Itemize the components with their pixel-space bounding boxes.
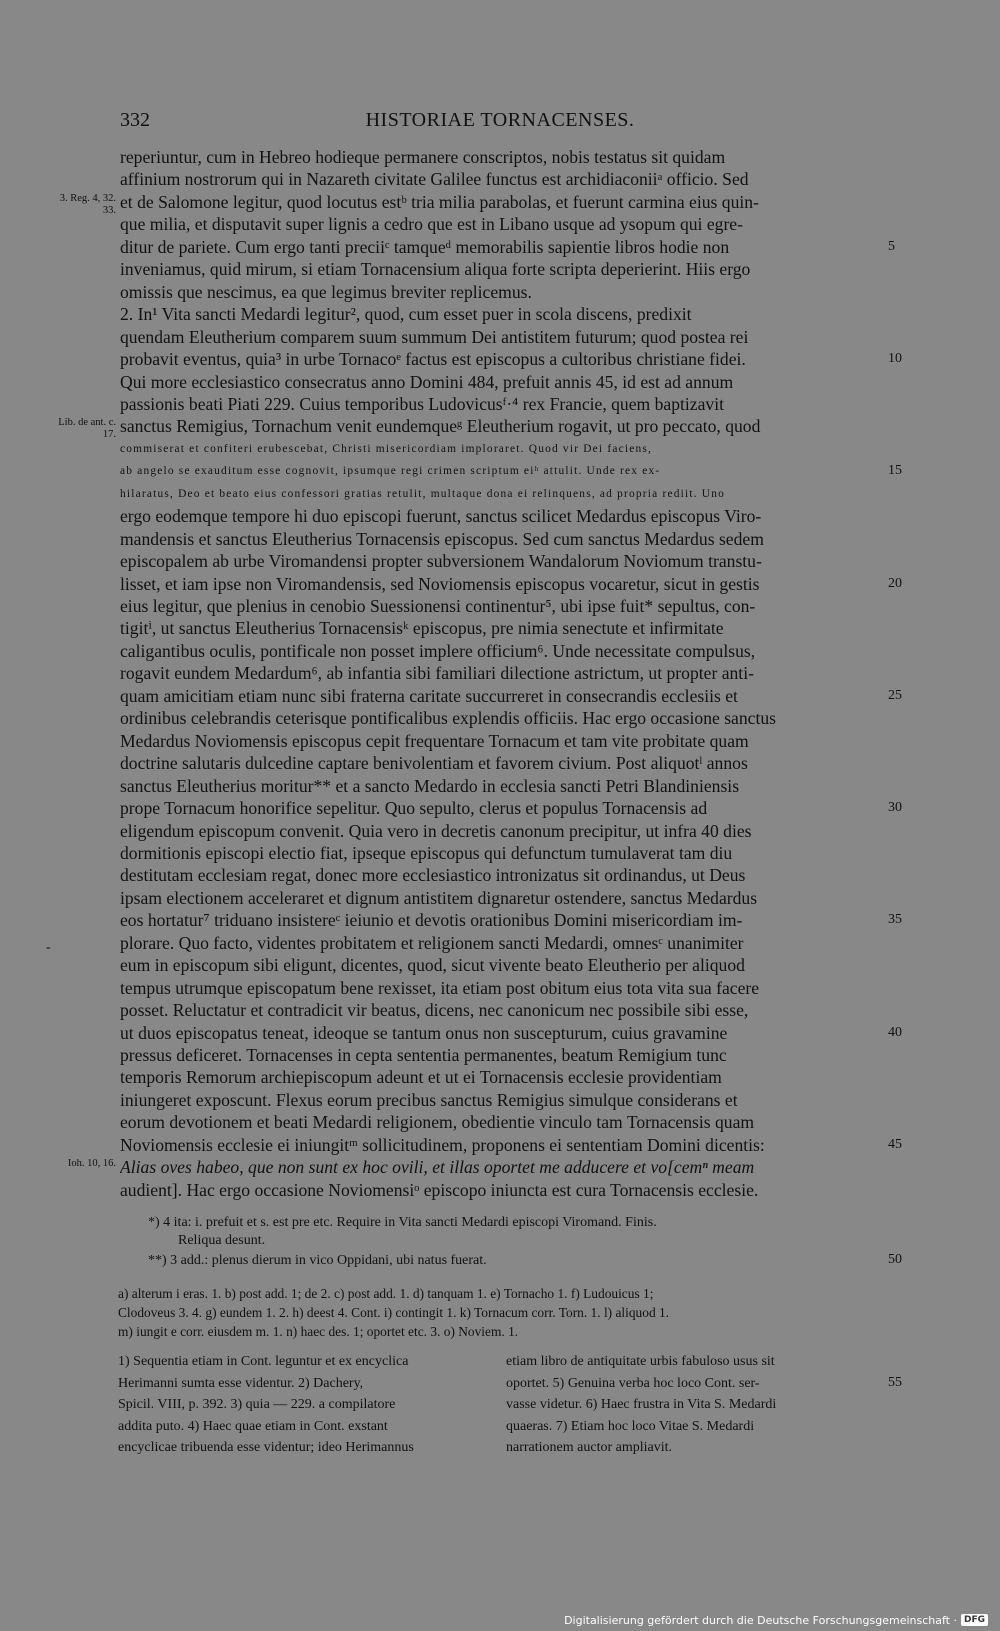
running-title: HISTORIAE TORNACENSES.: [365, 109, 635, 131]
text-line: doctrine salutaris dulcedine captare benivolentiam et favorem civium. Post aliquotˡ annos: [120, 753, 748, 773]
margin-ref: Lib. de ant. c. 17.: [58, 417, 116, 440]
text-line: episcopalem ab urbe Viromandensi propter subversionem Wandalorum Noviomum transtu-: [120, 551, 762, 571]
variant-note: Clodoveus 3. 4. g) eundem 1. 2. h) deest 4. Cont. i) contingit 1. k) Tornacum corr. Torn. 1. l) aliquod 1.: [118, 1305, 670, 1320]
dfg-footer: [564, 1612, 988, 1628]
line-number: 40: [888, 1025, 902, 1040]
footnote-line: 1) Sequentia etiam in Cont. leguntur et ex encyclica: [118, 1354, 409, 1369]
text-line: Alias oves habeo, que non sunt ex hoc ovili, et illas oportet me adducere et vo[cemⁿ meam: [120, 1157, 755, 1177]
margin-ref: 3. Reg. 4, 32. 33.: [59, 193, 116, 216]
text-line: rogavit eundem Medardum⁶, ab infantia sibi familiari dilectione astrictum, ut propter anti-: [120, 663, 754, 683]
text-line: posset. Reluctatur et contradicit vir beatus, dicens, nec canonicum nec possibile sibi esse,: [120, 1000, 749, 1020]
footnote-line: oportet. 5) Genuina verba hoc loco Cont. ser-: [506, 1375, 760, 1391]
line-number: 55: [888, 1374, 902, 1390]
text-line: tempus utrumque episcopatum bene rexisset, ita etiam post obitum eius tota vita sua facere: [120, 978, 760, 998]
line-number: 45: [888, 1137, 902, 1152]
text-line: tigitⁱ, ut sanctus Eleutherius Tornacensisᵏ episcopus, pre nimia senectute et infirmitate: [120, 618, 724, 638]
text-line: pressus deficeret. Tornacenses in cepta sententia permanentes, beatum Remigium tunc: [120, 1045, 727, 1065]
text-line: temporis Remorum archiepiscopum adeunt et ut ei Tornacensis ecclesie providentiam: [120, 1067, 722, 1087]
line-number: 20: [888, 576, 902, 591]
text-line: 2. In¹ Vita sancti Medardi legitur², quod, cum esset puer in scola discens, predixit: [120, 304, 692, 324]
text-line: inveniamus, quid mirum, si etiam Tornacensium aliqua forte scripta deperierint. Hiis ergo: [120, 259, 751, 279]
text-line: commiserat et confiteri erubescebat, Christi misericordiam imploraret. Quod vir Dei faciens,: [120, 443, 653, 455]
footnote-line: Herimanni sumta esse videntur. 2) Dachery,: [118, 1375, 364, 1391]
text-line: eum in episcopum sibi eligunt, dicentes, quod, sicut vivente beato Eleutherio per aliquod: [120, 955, 745, 975]
line-number: 35: [888, 912, 902, 927]
footnote-line: narrationem auctor ampliavit.: [506, 1440, 672, 1455]
text-line: Qui more ecclesiastico consecratus anno Domini 484, prefuit annis 45, id est ad annum: [120, 372, 734, 392]
text-line: hilaratus, Deo et beato eius confessori gratias retulit, multaque dona ei relinquens, ad propria rediit. Uno: [120, 488, 726, 500]
text-line: probavit eventus, quia³ in urbe Tornacoᵉ factus est episcopus a cultoribus christiane fidei.: [120, 349, 746, 369]
footer-text: Digitalisierung gefördert durch die Deutsche Forschungsgemeinschaft ·: [564, 1613, 957, 1627]
line-number: 25: [888, 688, 902, 703]
text-line: eius legitur, que plenius in cenobio Suessionensi continentur⁵, ubi ipse fuit* sepultus, con-: [120, 596, 756, 616]
footnote-line: vasse videtur. 6) Haec frustra in Vita S. Medardi: [506, 1397, 777, 1412]
text-line: eos hortatur⁷ triduano insistereᶜ ieiunio et devotis orationibus Domini misericordiam im-: [120, 910, 743, 930]
text-line: destitutam ecclesiam regat, donec more ecclesiastico intronizatus sit ordinandus, ut Deus: [120, 865, 746, 885]
text-line: ordinibus celebrandis ceterisque pontificalibus explendis officiis. Hac ergo occasione sanctus: [120, 708, 776, 728]
variant-note: a) alterum i eras. 1. b) post add. 1; de 2. c) post add. 1. d) tanquam 1. e) Tornacho 1. f) Ludouicus 1;: [118, 1286, 654, 1301]
line-number: 50: [888, 1252, 902, 1267]
line-number: 15: [888, 463, 902, 478]
footnote-line: encyclicae tribuenda esse videntur; ideo Herimannus: [118, 1440, 414, 1455]
text-line: quendam Eleutherium comparem suum summum Dei antistitem futurum; quod postea rei: [120, 327, 749, 347]
text-line: eorum devotionem et beati Medardi religionem, obedientie vinculo tam Tornacensis quam: [120, 1112, 755, 1132]
text-line: ab angelo se exauditum esse cognovit, ipsumque regi crimen scriptum eiʰ attulit. Unde rex ex-: [120, 465, 661, 477]
star-note: *) 4 ita: i. prefuit et s. est pre etc. Require in Vita sancti Medardi episcopi Viromand. Finis.: [148, 1215, 657, 1230]
star-note: Reliqua desunt.: [178, 1233, 266, 1248]
text-line: omissis que nescimus, ea que legimus breviter replicemus.: [120, 282, 532, 302]
footnote-line: quaeras. 7) Etiam hoc loco Vitae S. Medardi: [506, 1418, 755, 1434]
text-line: prope Tornacum honorifice sepelitur. Quo sepulto, clerus et populus Tornacensis ad: [120, 798, 708, 818]
text-line: eligendum episcopum convenit. Quia vero in decretis canonum precipitur, ut infra 40 dies: [120, 821, 752, 841]
text-line: reperiuntur, cum in Hebreo hodieque permanere conscriptos, nobis testatus sit quidam: [120, 147, 726, 167]
text-line: ut duos episcopatus teneat, ideoque se tantum onus non suscepturum, cuius gravamine: [120, 1023, 728, 1043]
text-line: sanctus Eleutherius moritur** et a sancto Medardo in ecclesia sancti Petri Blandiniensis: [120, 776, 740, 796]
margin-mark: -: [46, 940, 51, 955]
text-line: ipsam electionem acceleraret et dignum antistitem dignaretur ostendere, sanctus Medardus: [120, 888, 758, 908]
text-line: dormitionis episcopi electio fiat, ipseque episcopus qui defunctum tumulaverat tam diu: [120, 843, 733, 863]
text-line: que milia, et disputavit super lignis a cedro que est in Libano usque ad ysopum qui egre-: [120, 214, 743, 234]
text-line: mandensis et sanctus Eleutherius Tornacensis episcopus. Sed cum sanctus Medardus sedem: [120, 529, 764, 549]
text-line: iniungeret exposcunt. Flexus eorum precibus sanctus Remigius simulque considerans et: [120, 1090, 738, 1110]
text-line: et de Salomone legitur, quod locutus estᵇ tria milia parabolas, et fuerunt carmina eius quin-: [120, 192, 759, 212]
text-line: audient]. Hac ergo occasione Noviomensiᵒ episcopo iniuncta est cura Tornacensis ecclesie.: [120, 1180, 759, 1200]
line-number: 30: [888, 800, 902, 815]
footnote-line: Spicil. VIII, p. 392. 3) quia — 229. a compilatore: [118, 1397, 396, 1412]
dfg-logo: DFG: [961, 1614, 988, 1626]
footnote-line: etiam libro de antiquitate urbis fabuloso usus sit: [506, 1354, 775, 1369]
text-line: Medardus Noviomensis episcopus cepit frequentare Tornacum et tam vite probitate quam: [120, 731, 749, 751]
margin-ref: Ioh. 10, 16.: [67, 1158, 116, 1169]
page-number: 332: [120, 109, 150, 131]
text-line: ditur de pariete. Cum ergo tanti preciiᶜ tamqueᵈ memorabilis sapientie libros hodie non: [120, 237, 730, 257]
variant-note: m) iungit e corr. eiusdem m. 1. n) haec des. 1; oportet etc. 3. o) Noviem. 1.: [118, 1324, 519, 1339]
page-header: [120, 109, 880, 139]
line-number: 10: [888, 351, 902, 366]
text-line: lisset, et iam ipse non Viromandensis, sed Noviomensis episcopus vocaretur, sicut in gestis: [120, 574, 760, 594]
text-line: caligantibus oculis, pontificale non posset implere officium⁶. Unde necessitate compulsus,: [120, 641, 756, 661]
text-line: Noviomensis ecclesie ei iniungitᵐ sollicitudinem, proponens ei sententiam Domini dicentis:: [120, 1135, 765, 1155]
text-line: plorare. Quo facto, videntes probitatem et religionem sancti Medardi, omnesᶜ unanimiter: [120, 933, 744, 953]
text-line: affinium nostrorum qui in Nazareth civitate Galilee functus est archidiaconiiᵃ officio. Sed: [120, 169, 749, 189]
text-line: sanctus Remigius, Tornachum venit eundemqueᵍ Eleutherium rogavit, ut pro peccato, quod: [120, 416, 761, 436]
star-note: **) 3 add.: plenus dierum in vico Oppidani, ubi natus fuerat.: [148, 1253, 487, 1268]
text-line: quam amicitiam etiam nunc sibi fraterna caritate succurreret in consecrandis ecclesiis et: [120, 686, 738, 706]
text-line: passionis beati Piati 229. Cuius temporibus Ludovicusᶠ·⁴ rex Francie, quem baptizavit: [120, 394, 724, 414]
footnote-line: addita puto. 4) Haec quae etiam in Cont. exstant: [118, 1418, 388, 1434]
line-number: 5: [888, 239, 895, 254]
text-line: ergo eodemque tempore hi duo episcopi fuerunt, sanctus scilicet Medardus episcopus Viro-: [120, 506, 762, 526]
